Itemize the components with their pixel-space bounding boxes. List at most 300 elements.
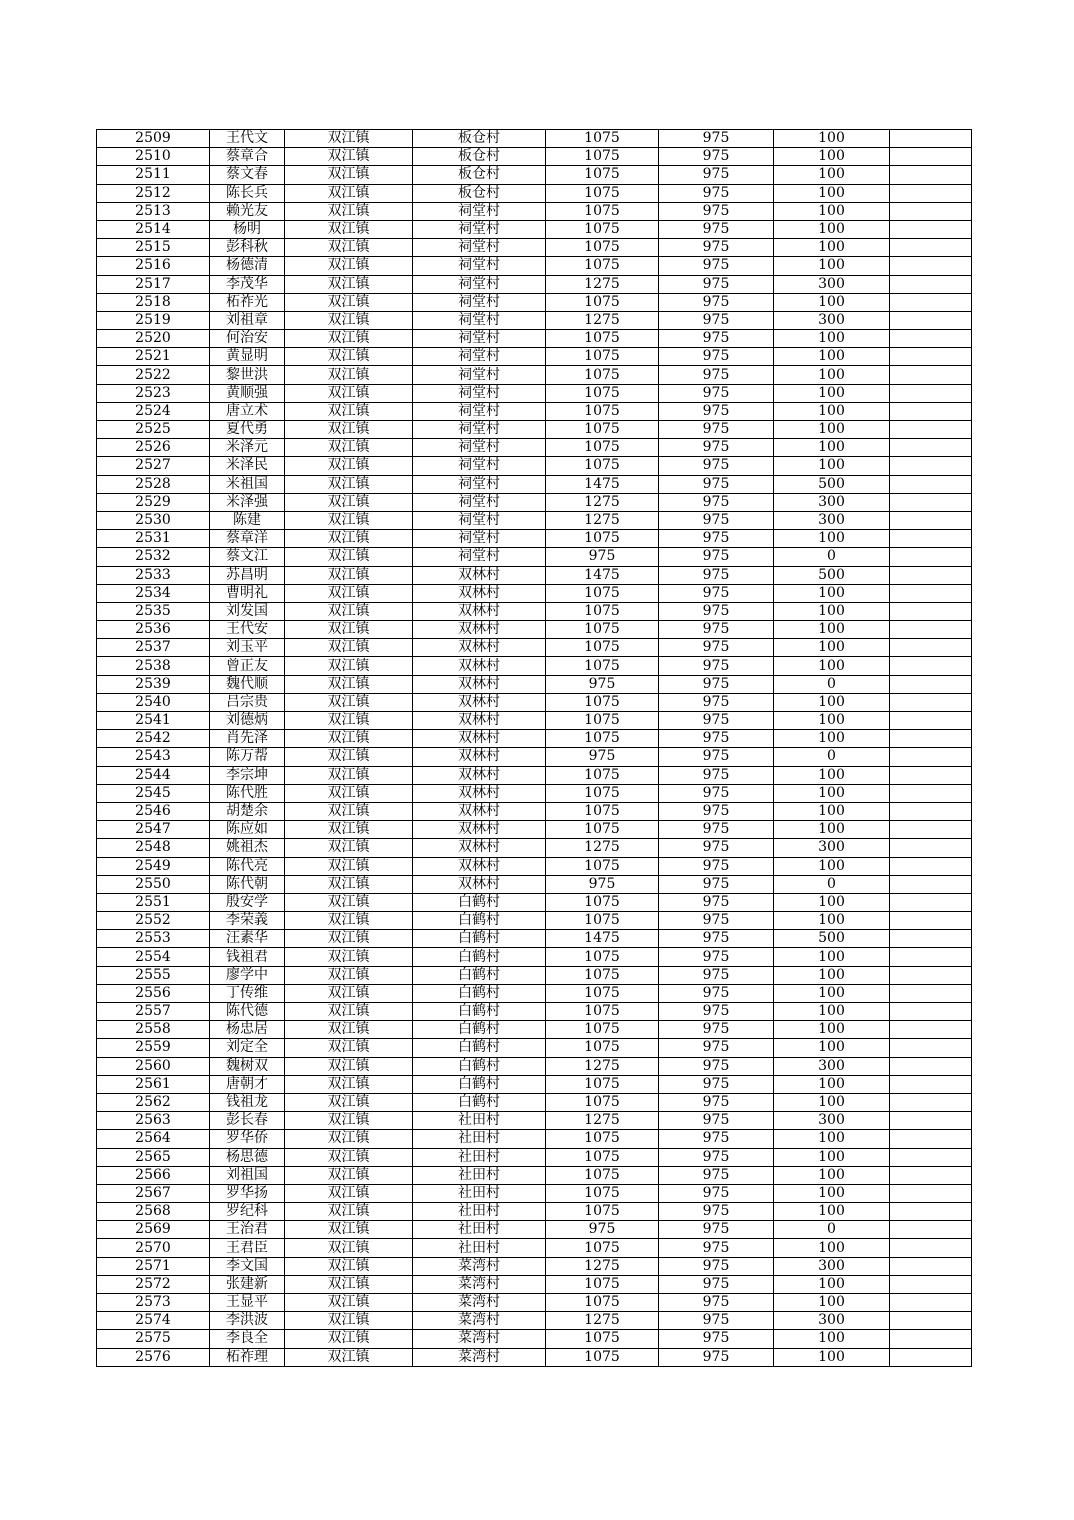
table-row [97,602,972,620]
amount-b-cell: 975 [659,330,774,348]
remark-cell [890,948,972,966]
remark-cell [890,257,972,275]
name-cell: 丁传维 [210,984,285,1002]
town-cell: 双江镇 [285,184,413,202]
town-cell: 双江镇 [285,802,413,820]
remark-cell [890,566,972,584]
name-cell: 李荣義 [210,912,285,930]
amount-a-cell: 1075 [546,457,659,475]
table-row [97,584,972,602]
difference-cell: 100 [774,1275,890,1293]
amount-b-cell: 975 [659,766,774,784]
name-cell: 钱祖龙 [210,1093,285,1111]
amount-b-cell: 975 [659,148,774,166]
difference-cell: 100 [774,384,890,402]
name-cell: 赖光友 [210,202,285,220]
table-row [97,930,972,948]
row-number-cell: 2557 [97,1003,210,1021]
village-cell: 菜湾村 [413,1257,546,1275]
table-row [97,202,972,220]
row-number-cell: 2510 [97,148,210,166]
difference-cell: 100 [774,712,890,730]
town-cell: 双江镇 [285,220,413,238]
row-number-cell: 2521 [97,348,210,366]
amount-a-cell: 1075 [546,421,659,439]
remark-cell [890,530,972,548]
row-number-cell: 2563 [97,1112,210,1130]
village-cell: 祠堂村 [413,275,546,293]
town-cell: 双江镇 [285,493,413,511]
name-cell: 张建新 [210,1275,285,1293]
village-cell: 祠堂村 [413,366,546,384]
amount-a-cell: 1075 [546,330,659,348]
row-number-cell: 2548 [97,839,210,857]
village-cell: 双林村 [413,639,546,657]
difference-cell: 100 [774,1330,890,1348]
village-cell: 祠堂村 [413,202,546,220]
town-cell: 双江镇 [285,311,413,329]
amount-b-cell: 975 [659,348,774,366]
remark-cell [890,366,972,384]
row-number-cell: 2550 [97,875,210,893]
amount-a-cell: 1075 [546,1348,659,1366]
table-row [97,239,972,257]
remark-cell [890,1021,972,1039]
amount-a-cell: 1075 [546,293,659,311]
remark-cell [890,348,972,366]
difference-cell: 300 [774,1312,890,1330]
name-cell: 刘定全 [210,1039,285,1057]
name-cell: 曾正友 [210,657,285,675]
row-number-cell: 2556 [97,984,210,1002]
remark-cell [890,402,972,420]
remark-cell [890,166,972,184]
remark-cell [890,1348,972,1366]
table-row [97,875,972,893]
remark-cell [890,1093,972,1111]
village-cell: 双林村 [413,784,546,802]
row-number-cell: 2516 [97,257,210,275]
village-cell: 祠堂村 [413,439,546,457]
difference-cell: 300 [774,1057,890,1075]
row-number-cell: 2509 [97,130,210,148]
village-cell: 社田村 [413,1184,546,1202]
village-cell: 社田村 [413,1148,546,1166]
village-cell: 祠堂村 [413,475,546,493]
remark-cell [890,839,972,857]
name-cell: 蔡章合 [210,148,285,166]
row-number-cell: 2529 [97,493,210,511]
remark-cell [890,239,972,257]
row-number-cell: 2565 [97,1148,210,1166]
remark-cell [890,1239,972,1257]
difference-cell: 300 [774,839,890,857]
row-number-cell: 2539 [97,675,210,693]
difference-cell: 100 [774,1184,890,1202]
difference-cell: 100 [774,1166,890,1184]
village-cell: 祠堂村 [413,402,546,420]
town-cell: 双江镇 [285,1184,413,1202]
difference-cell: 500 [774,930,890,948]
village-cell: 白鹤村 [413,1003,546,1021]
town-cell: 双江镇 [285,930,413,948]
name-cell: 刘发国 [210,602,285,620]
difference-cell: 100 [774,1003,890,1021]
amount-a-cell: 1075 [546,1093,659,1111]
town-cell: 双江镇 [285,766,413,784]
town-cell: 双江镇 [285,511,413,529]
village-cell: 社田村 [413,1130,546,1148]
row-number-cell: 2551 [97,893,210,911]
difference-cell: 100 [774,693,890,711]
village-cell: 白鹤村 [413,1057,546,1075]
table-row [97,639,972,657]
table-row [97,1294,972,1312]
amount-a-cell: 1275 [546,1312,659,1330]
row-number-cell: 2518 [97,293,210,311]
village-cell: 双林村 [413,602,546,620]
amount-b-cell: 975 [659,275,774,293]
remark-cell [890,1130,972,1148]
name-cell: 王治君 [210,1221,285,1239]
amount-b-cell: 975 [659,1130,774,1148]
name-cell: 柘祚理 [210,1348,285,1366]
table-row [97,548,972,566]
difference-cell: 0 [774,675,890,693]
row-number-cell: 2576 [97,1348,210,1366]
row-number-cell: 2528 [97,475,210,493]
remark-cell [890,1148,972,1166]
table-row [97,693,972,711]
table-row [97,839,972,857]
amount-a-cell: 1075 [546,1075,659,1093]
table-row [97,330,972,348]
difference-cell: 100 [774,439,890,457]
name-cell: 罗华扬 [210,1184,285,1202]
amount-a-cell: 1075 [546,1239,659,1257]
town-cell: 双江镇 [285,639,413,657]
village-cell: 板仓村 [413,130,546,148]
difference-cell: 100 [774,530,890,548]
village-cell: 白鹤村 [413,1039,546,1057]
difference-cell: 100 [774,348,890,366]
difference-cell: 100 [774,639,890,657]
amount-b-cell: 975 [659,1257,774,1275]
name-cell: 黄显明 [210,348,285,366]
amount-a-cell: 1275 [546,275,659,293]
town-cell: 双江镇 [285,275,413,293]
row-number-cell: 2536 [97,621,210,639]
remark-cell [890,1166,972,1184]
amount-a-cell: 975 [546,748,659,766]
town-cell: 双江镇 [285,1112,413,1130]
town-cell: 双江镇 [285,748,413,766]
remark-cell [890,1312,972,1330]
name-cell: 魏树双 [210,1057,285,1075]
row-number-cell: 2530 [97,511,210,529]
row-number-cell: 2559 [97,1039,210,1057]
village-cell: 双林村 [413,621,546,639]
amount-a-cell: 1275 [546,1257,659,1275]
table-row [97,275,972,293]
town-cell: 双江镇 [285,257,413,275]
amount-a-cell: 1275 [546,511,659,529]
amount-a-cell: 975 [546,1221,659,1239]
town-cell: 双江镇 [285,202,413,220]
remark-cell [890,1221,972,1239]
name-cell: 杨忠居 [210,1021,285,1039]
row-number-cell: 2573 [97,1294,210,1312]
table-row [97,402,972,420]
amount-a-cell: 1075 [546,1039,659,1057]
village-cell: 社田村 [413,1221,546,1239]
amount-b-cell: 975 [659,1221,774,1239]
town-cell: 双江镇 [285,330,413,348]
remark-cell [890,893,972,911]
table-row [97,1330,972,1348]
name-cell: 王代安 [210,621,285,639]
remark-cell [890,1257,972,1275]
remark-cell [890,148,972,166]
town-cell: 双江镇 [285,602,413,620]
amount-b-cell: 975 [659,1166,774,1184]
table-row [97,1039,972,1057]
amount-b-cell: 975 [659,639,774,657]
amount-a-cell: 975 [546,548,659,566]
table-row [97,130,972,148]
name-cell: 陈建 [210,511,285,529]
difference-cell: 100 [774,657,890,675]
row-number-cell: 2571 [97,1257,210,1275]
name-cell: 胡楚余 [210,802,285,820]
amount-b-cell: 975 [659,457,774,475]
remark-cell [890,1075,972,1093]
town-cell: 双江镇 [285,621,413,639]
name-cell: 吕宗贵 [210,693,285,711]
row-number-cell: 2520 [97,330,210,348]
town-cell: 双江镇 [285,548,413,566]
town-cell: 双江镇 [285,239,413,257]
row-number-cell: 2515 [97,239,210,257]
remark-cell [890,675,972,693]
table-row [97,184,972,202]
town-cell: 双江镇 [285,1148,413,1166]
name-cell: 魏代顺 [210,675,285,693]
row-number-cell: 2522 [97,366,210,384]
difference-cell: 100 [774,1075,890,1093]
amount-b-cell: 975 [659,784,774,802]
name-cell: 彭长春 [210,1112,285,1130]
village-cell: 双林村 [413,766,546,784]
town-cell: 双江镇 [285,1021,413,1039]
village-cell: 双林村 [413,821,546,839]
town-cell: 双江镇 [285,712,413,730]
name-cell: 钱祖君 [210,948,285,966]
table-row [97,1257,972,1275]
difference-cell: 300 [774,493,890,511]
name-cell: 姚祖杰 [210,839,285,857]
row-number-cell: 2525 [97,421,210,439]
name-cell: 米泽元 [210,439,285,457]
remark-cell [890,930,972,948]
remark-cell [890,1294,972,1312]
village-cell: 板仓村 [413,166,546,184]
difference-cell: 300 [774,511,890,529]
amount-b-cell: 975 [659,220,774,238]
difference-cell: 100 [774,1130,890,1148]
amount-a-cell: 1075 [546,802,659,820]
remark-cell [890,802,972,820]
row-number-cell: 2526 [97,439,210,457]
village-cell: 板仓村 [413,184,546,202]
table-row [97,1166,972,1184]
table-row [97,1093,972,1111]
village-cell: 白鹤村 [413,1093,546,1111]
name-cell: 夏代勇 [210,421,285,439]
remark-cell [890,984,972,1002]
name-cell: 廖学中 [210,966,285,984]
remark-cell [890,1184,972,1202]
row-number-cell: 2513 [97,202,210,220]
amount-a-cell: 1075 [546,730,659,748]
difference-cell: 500 [774,566,890,584]
amount-a-cell: 1075 [546,948,659,966]
name-cell: 唐立术 [210,402,285,420]
row-number-cell: 2568 [97,1203,210,1221]
amount-a-cell: 1075 [546,639,659,657]
table-row [97,475,972,493]
table-row [97,421,972,439]
amount-b-cell: 975 [659,693,774,711]
difference-cell: 100 [774,166,890,184]
remark-cell [890,621,972,639]
name-cell: 黎世洪 [210,366,285,384]
amount-b-cell: 975 [659,1039,774,1057]
amount-b-cell: 975 [659,748,774,766]
difference-cell: 100 [774,1239,890,1257]
amount-b-cell: 975 [659,293,774,311]
row-number-cell: 2545 [97,784,210,802]
amount-b-cell: 975 [659,984,774,1002]
amount-b-cell: 975 [659,1112,774,1130]
remark-cell [890,275,972,293]
row-number-cell: 2566 [97,1166,210,1184]
amount-a-cell: 1075 [546,693,659,711]
difference-cell: 300 [774,1112,890,1130]
difference-cell: 100 [774,1093,890,1111]
difference-cell: 100 [774,366,890,384]
row-number-cell: 2562 [97,1093,210,1111]
difference-cell: 100 [774,784,890,802]
table-row [97,566,972,584]
amount-a-cell: 1275 [546,1057,659,1075]
town-cell: 双江镇 [285,148,413,166]
amount-b-cell: 975 [659,1275,774,1293]
town-cell: 双江镇 [285,657,413,675]
difference-cell: 100 [774,1039,890,1057]
amount-a-cell: 1275 [546,1112,659,1130]
row-number-cell: 2531 [97,530,210,548]
remark-cell [890,1203,972,1221]
table-row [97,1148,972,1166]
table-row [97,802,972,820]
row-number-cell: 2552 [97,912,210,930]
amount-a-cell: 1075 [546,621,659,639]
village-cell: 菜湾村 [413,1348,546,1366]
remark-cell [890,584,972,602]
row-number-cell: 2549 [97,857,210,875]
row-number-cell: 2517 [97,275,210,293]
row-number-cell: 2569 [97,1221,210,1239]
village-cell: 双林村 [413,657,546,675]
name-cell: 李洪波 [210,1312,285,1330]
town-cell: 双江镇 [285,1275,413,1293]
amount-b-cell: 975 [659,1312,774,1330]
name-cell: 李良全 [210,1330,285,1348]
table-row [97,857,972,875]
row-number-cell: 2570 [97,1239,210,1257]
town-cell: 双江镇 [285,1239,413,1257]
name-cell: 米泽民 [210,457,285,475]
town-cell: 双江镇 [285,1348,413,1366]
name-cell: 彭科秋 [210,239,285,257]
row-number-cell: 2554 [97,948,210,966]
town-cell: 双江镇 [285,475,413,493]
amount-b-cell: 975 [659,966,774,984]
remark-cell [890,766,972,784]
amount-a-cell: 1075 [546,239,659,257]
difference-cell: 0 [774,748,890,766]
row-number-cell: 2533 [97,566,210,584]
amount-b-cell: 975 [659,530,774,548]
amount-a-cell: 1075 [546,966,659,984]
name-cell: 陈代朝 [210,875,285,893]
amount-b-cell: 975 [659,421,774,439]
remark-cell [890,384,972,402]
village-cell: 白鹤村 [413,966,546,984]
village-cell: 祠堂村 [413,348,546,366]
amount-b-cell: 975 [659,493,774,511]
difference-cell: 100 [774,184,890,202]
amount-b-cell: 975 [659,839,774,857]
row-number-cell: 2564 [97,1130,210,1148]
difference-cell: 100 [774,421,890,439]
table-row [97,966,972,984]
village-cell: 双林村 [413,802,546,820]
table-row [97,748,972,766]
town-cell: 双江镇 [285,130,413,148]
table-row [97,493,972,511]
row-number-cell: 2542 [97,730,210,748]
town-cell: 双江镇 [285,530,413,548]
amount-a-cell: 1075 [546,348,659,366]
table-row [97,912,972,930]
name-cell: 陈应如 [210,821,285,839]
table-row [97,1130,972,1148]
row-number-cell: 2540 [97,693,210,711]
village-cell: 祠堂村 [413,421,546,439]
village-cell: 祠堂村 [413,384,546,402]
name-cell: 米祖国 [210,475,285,493]
remark-cell [890,602,972,620]
village-cell: 白鹤村 [413,948,546,966]
amount-b-cell: 975 [659,402,774,420]
town-cell: 双江镇 [285,1294,413,1312]
amount-b-cell: 975 [659,1021,774,1039]
village-cell: 板仓村 [413,148,546,166]
amount-a-cell: 1075 [546,821,659,839]
amount-a-cell: 1075 [546,1021,659,1039]
